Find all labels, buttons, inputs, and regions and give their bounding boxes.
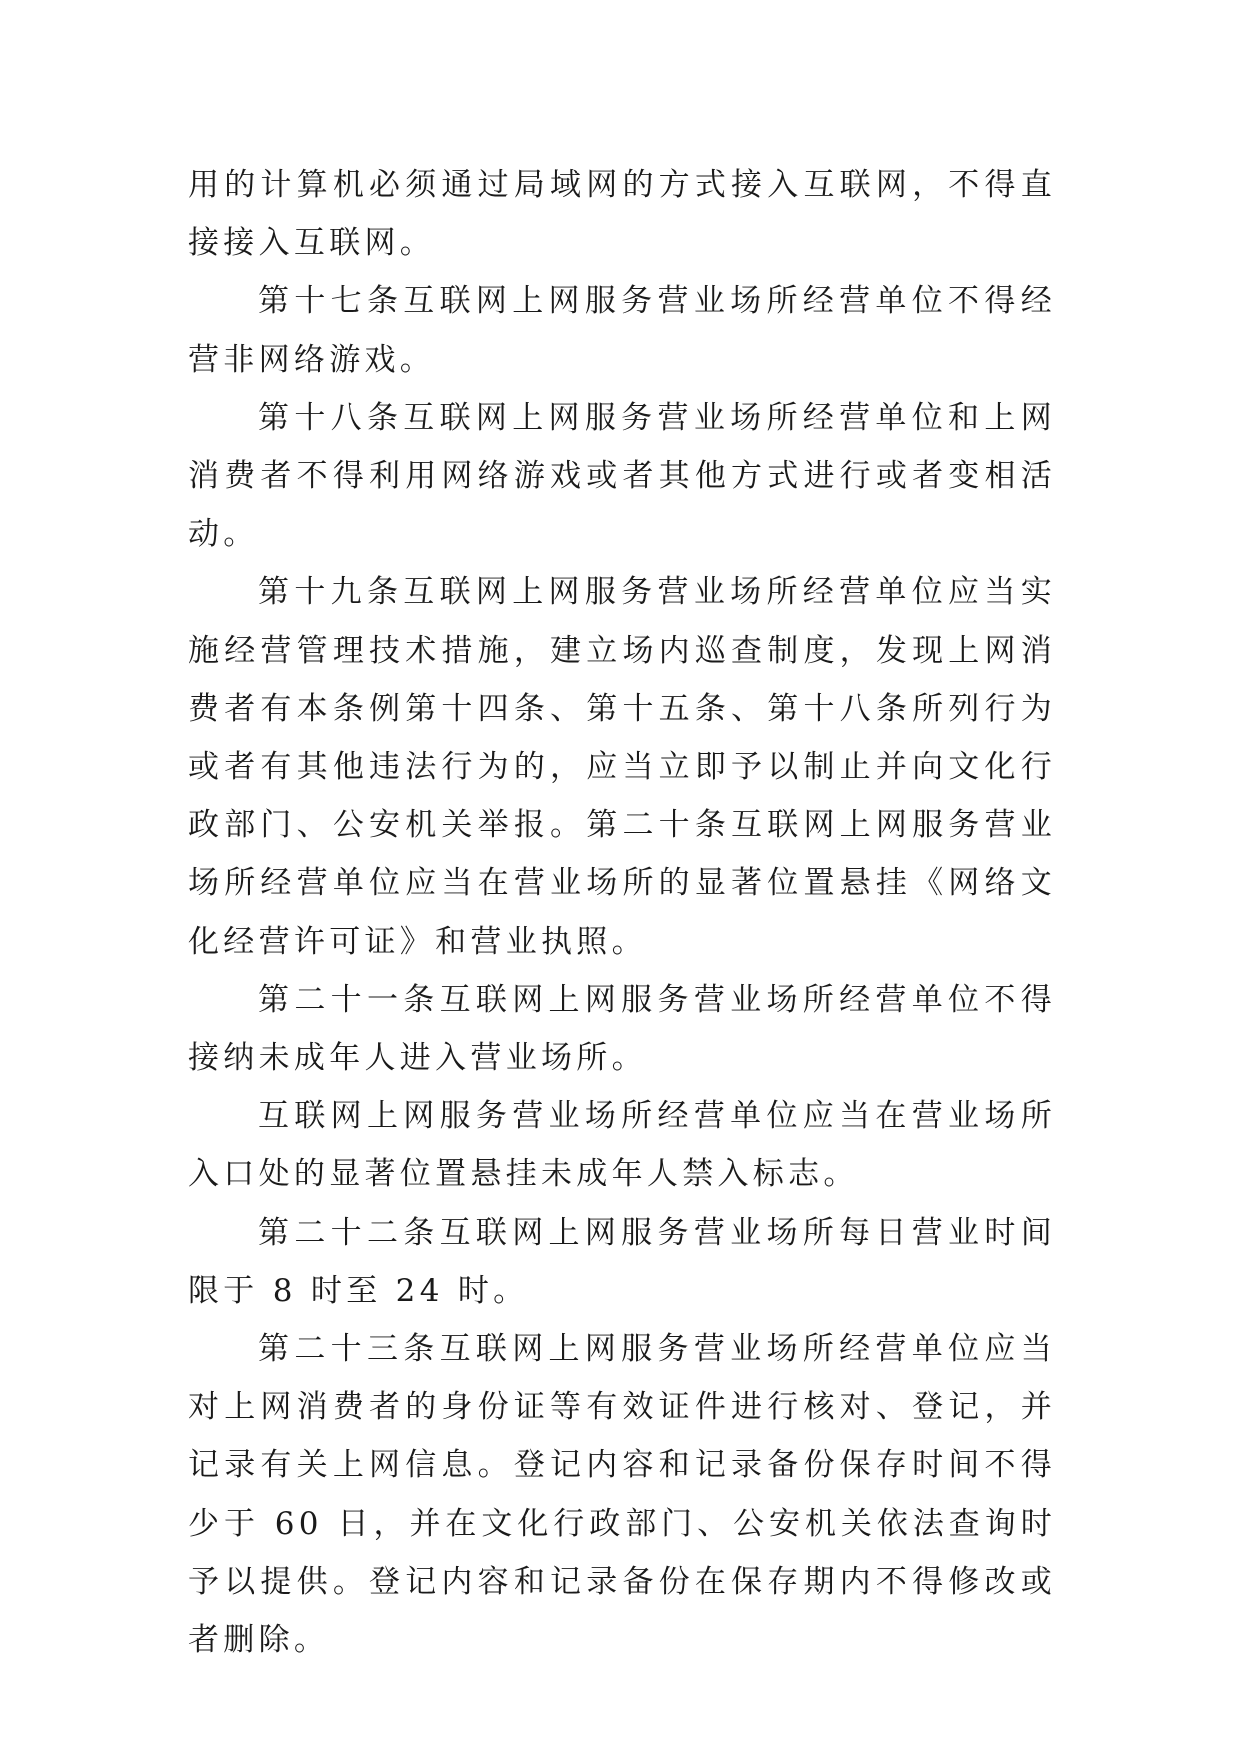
paragraph-article-21-cont: 互联网上网服务营业场所经营单位应当在营业场所入口处的显著位置悬挂未成年人禁入标志。	[188, 1098, 1056, 1193]
paragraph-article-18: 第十八条互联网上网服务营业场所经营单位和上网消费者不得利用网络游戏或者其他方式进行或者变相活动。	[188, 399, 1056, 553]
paragraph-article-21: 第二十一条互联网上网服务营业场所经营单位不得接纳未成年人进入营业场所。	[188, 981, 1056, 1077]
body-text	[188, 156, 1056, 1669]
paragraph-article-17: 第十七条互联网上网服务营业场所经营单位不得经营非网络游戏。	[188, 283, 1056, 378]
paragraph-article-22: 第二十二条互联网上网服务营业场所每日营业时间限于 8 时至 24 时。	[188, 1214, 1056, 1309]
paragraph-article-23: 第二十三条互联网上网服务营业场所经营单位应当对上网消费者的身份证等有效证件进行核对、登记，并记录有关上网信息。登记内容和记录备份保存时间不得少于 60 日，并在文化行政部门、公安机关依法查询时予以提供。登记内容和记录备份在保存期内不得修改或者删除。	[188, 1331, 1056, 1659]
paragraph-continuation: 用的计算机必须通过局域网的方式接入互联网，不得直接接入互联网。	[188, 167, 1056, 262]
paragraph-article-19-20: 第十九条互联网上网服务营业场所经营单位应当实施经营管理技术措施，建立场内巡查制度，发现上网消费者有本条例第十四条、第十五条、第十八条所列行为或者有其他违法行为的，应当立即予以制止并向文化行政部门、公安机关举报。第二十条互联网上网服务营业场所经营单位应当在营业场所的显著位置悬挂《网络文化经营许可证》和营业执照。	[188, 574, 1056, 960]
